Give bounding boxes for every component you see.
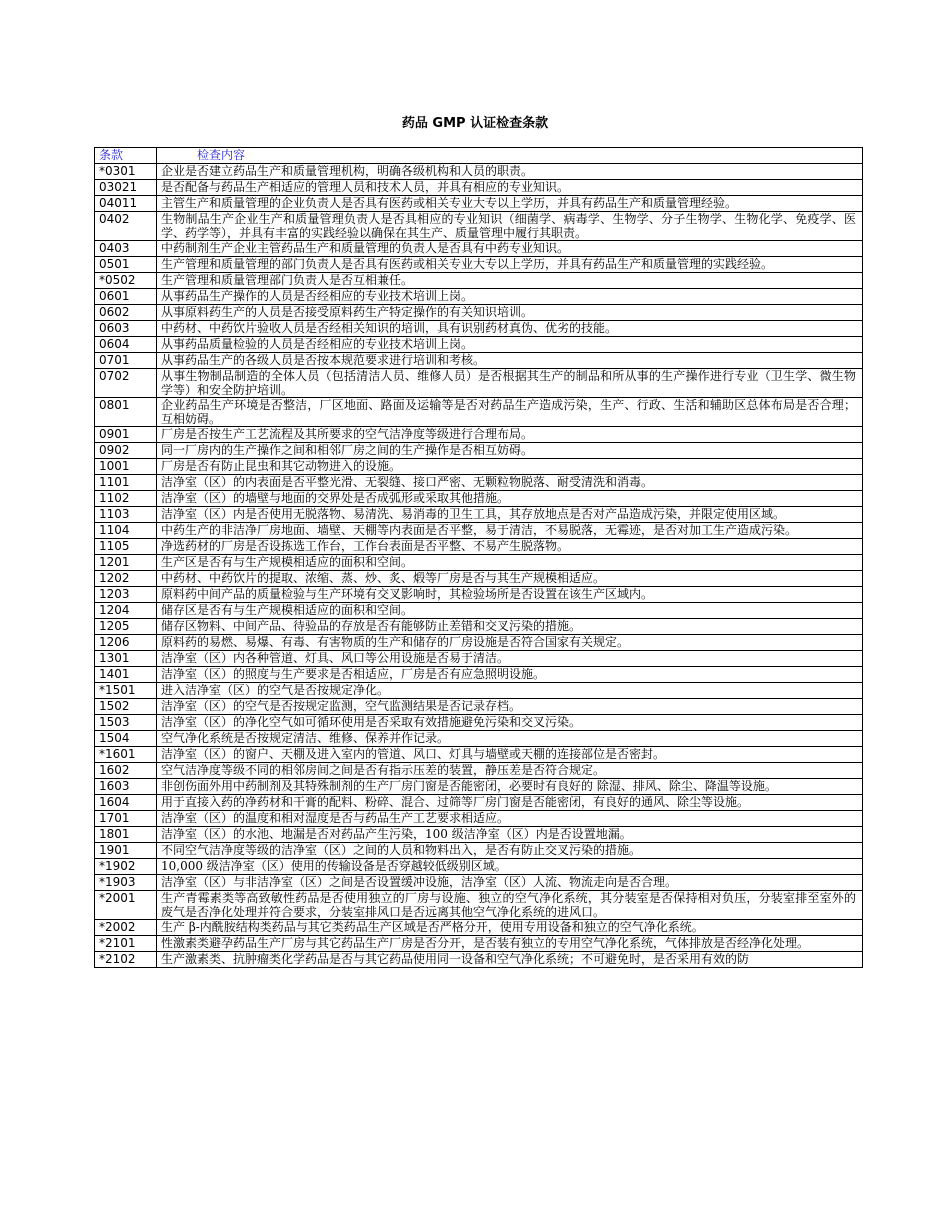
clause-text: 生产管理和质量管理的部门负责人是否具有医药或相关专业大专以上学历，并具有药品生产和质量管理的实践经验。	[157, 257, 863, 273]
table-row	[95, 587, 863, 603]
clause-text: 生产青霉素类等高致敏性药品是否使用独立的厂房与设施、独立的空气净化系统，其分装室是否保持相对负压，分装室排至室外的废气是否净化处理并符合要求，分装室排风口是否远离其他空气净化系统的进风口。	[157, 891, 863, 920]
table-row	[95, 747, 863, 763]
clause-text: 生产 β-内酰胺结构类药品与其它类药品生产区域是否严格分开，使用专用设备和独立的空气净化系统。	[157, 920, 863, 936]
clause-code: 1503	[95, 715, 157, 731]
table-row	[95, 555, 863, 571]
table-body	[95, 164, 863, 968]
clause-text: 洁净室（区）内是否使用无脱落物、易清洗、易消毒的卫生工具，其存放地点是否对产品造成污染，并限定使用区域。	[157, 507, 863, 523]
table-row	[95, 353, 863, 369]
table-row	[95, 475, 863, 491]
clause-code: *2001	[95, 891, 157, 920]
clause-text: 中药材、中药饮片的提取、浓缩、蒸、炒、炙、煅等厂房是否与其生产规模相适应。	[157, 571, 863, 587]
table-row	[95, 443, 863, 459]
table-row	[95, 491, 863, 507]
table-row	[95, 683, 863, 699]
clause-text: 净选药材的厂房是否设拣选工作台，工作台表面是否平整、不易产生脱落物。	[157, 539, 863, 555]
clause-code: 0403	[95, 241, 157, 257]
clause-code: 1204	[95, 603, 157, 619]
clause-code: 1401	[95, 667, 157, 683]
table-row	[95, 241, 863, 257]
clause-code: 1202	[95, 571, 157, 587]
clause-text: 原料药中间产品的质量检验与生产环境有交叉影响时，其检验场所是否设置在该生产区域内。	[157, 587, 863, 603]
clause-text: 洁净室（区）的温度和相对湿度是否与药品生产工艺要求相适应。	[157, 811, 863, 827]
clause-text: 从事药品质量检验的人员是否经相应的专业技术培训上岗。	[157, 337, 863, 353]
clause-text: 进入洁净室（区）的空气是否按规定净化。	[157, 683, 863, 699]
clause-text: 洁净室（区）的空气是否按规定监测，空气监测结果是否记录存档。	[157, 699, 863, 715]
table-row	[95, 843, 863, 859]
clause-code: 1701	[95, 811, 157, 827]
clause-code: 1102	[95, 491, 157, 507]
table-row	[95, 667, 863, 683]
clause-code: 1604	[95, 795, 157, 811]
clause-text: 洁净室（区）与非洁净室（区）之间是否设置缓冲设施，洁净室（区）人流、物流走向是否合理。	[157, 875, 863, 891]
clause-text: 洁净室（区）内各种管道、灯具、风口等公用设施是否易于清洁。	[157, 651, 863, 667]
table-row	[95, 920, 863, 936]
table-row	[95, 827, 863, 843]
clause-code: 1602	[95, 763, 157, 779]
table-row	[95, 651, 863, 667]
clause-code: *1902	[95, 859, 157, 875]
clause-code: 1206	[95, 635, 157, 651]
clause-text: 洁净室（区）的内表面是否平整光滑、无裂缝、接口严密、无颗粒物脱落、耐受清洗和消毒。	[157, 475, 863, 491]
table-row	[95, 763, 863, 779]
clause-text: 洁净室（区）的窗户、天棚及进入室内的管道、风口、灯具与墙壁或天棚的连接部位是否密封。	[157, 747, 863, 763]
clause-text: 生产激素类、抗肿瘤类化学药品是否与其它药品使用同一设备和空气净化系统；不可避免时，是否采用有效的防	[157, 952, 863, 968]
clause-code: 1101	[95, 475, 157, 491]
table-row	[95, 459, 863, 475]
table-row	[95, 321, 863, 337]
clause-code: *1903	[95, 875, 157, 891]
clause-text: 储存区物料、中间产品、待验品的存放是否有能够防止差错和交叉污染的措施。	[157, 619, 863, 635]
table-row	[95, 859, 863, 875]
table-row	[95, 289, 863, 305]
clause-text: 从事原料药生产的人员是否接受原料药生产特定操作的有关知识培训。	[157, 305, 863, 321]
clause-text: 中药材、中药饮片验收人员是否经相关知识的培训，具有识别药材真伪、优劣的技能。	[157, 321, 863, 337]
clause-text: 是否配备与药品生产相适应的管理人员和技术人员，并具有相应的专业知识。	[157, 180, 863, 196]
table-row	[95, 369, 863, 398]
clause-code: 1603	[95, 779, 157, 795]
table-row	[95, 398, 863, 427]
clause-text: 生产管理和质量管理部门负责人是否互相兼任。	[157, 273, 863, 289]
clause-text: 用于直接入药的净药材和干膏的配料、粉碎、混合、过筛等厂房门窗是否能密闭，有良好的通风、除尘等设施。	[157, 795, 863, 811]
table-header-row	[95, 148, 863, 164]
table-row	[95, 952, 863, 968]
inspection-table	[94, 147, 863, 968]
clause-code: 0701	[95, 353, 157, 369]
clause-text: 从事生物制品制造的全体人员（包括清洁人员、维修人员）是否根据其生产的制品和所从事的生产操作进行专业（卫生学、微生物学等）和安全防护培训。	[157, 369, 863, 398]
clause-code: 1301	[95, 651, 157, 667]
clause-text: 储存区是否有与生产规模相适应的面积和空间。	[157, 603, 863, 619]
table-row	[95, 619, 863, 635]
table-row	[95, 699, 863, 715]
clause-text: 10,000 级洁净室（区）使用的传输设备是否穿越较低级别区域。	[157, 859, 863, 875]
clause-text: 洁净室（区）的墙壁与地面的交界处是否成弧形或采取其他措施。	[157, 491, 863, 507]
header-code: 条款	[95, 148, 157, 164]
clause-text: 企业是否建立药品生产和质量管理机构，明确各级机构和人员的职责。	[157, 164, 863, 180]
clause-code: 1103	[95, 507, 157, 523]
clause-text: 中药生产的非洁净厂房地面、墙壁、天棚等内表面是否平整，易于清洁，不易脱落，无霉迹，是否对加工生产造成污染。	[157, 523, 863, 539]
table-row	[95, 635, 863, 651]
clause-code: 1201	[95, 555, 157, 571]
clause-text: 不同空气洁净度等级的洁净室（区）之间的人员和物料出入，是否有防止交叉污染的措施。	[157, 843, 863, 859]
clause-code: *0502	[95, 273, 157, 289]
table-row	[95, 273, 863, 289]
clause-text: 厂房是否按生产工艺流程及其所要求的空气洁净度等级进行合理布局。	[157, 427, 863, 443]
page-title: 药品 GMP 认证检查条款	[401, 116, 549, 131]
clause-code: 0501	[95, 257, 157, 273]
clause-text: 性激素类避孕药品生产厂房与其它药品生产厂房是否分开，是否装有独立的专用空气净化系统，气体排放是否经净化处理。	[157, 936, 863, 952]
clause-text: 厂房是否有防止昆虫和其它动物进入的设施。	[157, 459, 863, 475]
table-row	[95, 212, 863, 241]
clause-code: 0801	[95, 398, 157, 427]
table-row	[95, 779, 863, 795]
clause-text: 洁净室（区）的照度与生产要求是否相适应，厂房是否有应急照明设施。	[157, 667, 863, 683]
clause-text: 企业药品生产环境是否整洁，厂区地面、路面及运输等是否对药品生产造成污染，生产、行政、生活和辅助区总体布局是否合理；互相妨碍。	[157, 398, 863, 427]
clause-text: 原料药的易燃、易爆、有毒、有害物质的生产和储存的厂房设施是否符合国家有关规定。	[157, 635, 863, 651]
clause-text: 空气洁净度等级不同的相邻房间之间是否有指示压差的装置，静压差是否符合规定。	[157, 763, 863, 779]
table-row	[95, 875, 863, 891]
table-row	[95, 180, 863, 196]
table-row	[95, 196, 863, 212]
clause-text: 从事药品生产操作的人员是否经相应的专业技术培训上岗。	[157, 289, 863, 305]
clause-code: *2101	[95, 936, 157, 952]
clause-code: 0601	[95, 289, 157, 305]
clause-text: 生产区是否有与生产规模相适应的面积和空间。	[157, 555, 863, 571]
clause-code: 03021	[95, 180, 157, 196]
clause-code: 1502	[95, 699, 157, 715]
table-row	[95, 571, 863, 587]
clause-code: *1601	[95, 747, 157, 763]
clause-code: 04011	[95, 196, 157, 212]
clause-code: 1504	[95, 731, 157, 747]
clause-code: 1104	[95, 523, 157, 539]
clause-code: 0902	[95, 443, 157, 459]
clause-code: 0602	[95, 305, 157, 321]
table-row	[95, 257, 863, 273]
clause-code: 0702	[95, 369, 157, 398]
table-row	[95, 715, 863, 731]
table-row	[95, 795, 863, 811]
clause-text: 生物制品生产企业生产和质量管理负责人是否具相应的专业知识（细菌学、病毒学、生物学、分子生物学、生物化学、免疫学、医学、药学等），并具有丰富的实践经验以确保在其生产、质量管理中履行其职责。	[157, 212, 863, 241]
clause-code: 1901	[95, 843, 157, 859]
clause-text: 主管生产和质量管理的企业负责人是否具有医药或相关专业大专以上学历，并具有药品生产和质量管理经验。	[157, 196, 863, 212]
table-row	[95, 891, 863, 920]
table-row	[95, 507, 863, 523]
clause-code: 1001	[95, 459, 157, 475]
clause-code: 1801	[95, 827, 157, 843]
clause-code: 0603	[95, 321, 157, 337]
clause-code: 0604	[95, 337, 157, 353]
clause-code: *2002	[95, 920, 157, 936]
table-row	[95, 305, 863, 321]
table-row	[95, 164, 863, 180]
table-row	[95, 811, 863, 827]
clause-code: 1205	[95, 619, 157, 635]
table-row	[95, 523, 863, 539]
clause-code: 0402	[95, 212, 157, 241]
clause-code: 0901	[95, 427, 157, 443]
clause-text: 中药制剂生产企业主管药品生产和质量管理的负责人是否具有中药专业知识。	[157, 241, 863, 257]
table-row	[95, 539, 863, 555]
table-row	[95, 337, 863, 353]
header-content: 检查内容	[157, 148, 863, 164]
table-row	[95, 731, 863, 747]
clause-code: 1105	[95, 539, 157, 555]
clause-text: 非创伤面外用中药制剂及其特殊制剂的生产厂房门窗是否能密闭，必要时有良好的 除湿、排风、除尘、降温等设施。	[157, 779, 863, 795]
clause-text: 空气净化系统是否按规定清洁、维修、保养并作记录。	[157, 731, 863, 747]
table-row	[95, 936, 863, 952]
clause-code: *2102	[95, 952, 157, 968]
clause-code: *1501	[95, 683, 157, 699]
clause-text: 洁净室（区）的净化空气如可循环使用是否采取有效措施避免污染和交叉污染。	[157, 715, 863, 731]
clause-code: *0301	[95, 164, 157, 180]
table-row	[95, 427, 863, 443]
clause-code: 1203	[95, 587, 157, 603]
clause-text: 洁净室（区）的水池、地漏是否对药品产生污染，100 级洁净室（区）内是否设置地漏。	[157, 827, 863, 843]
clause-text: 同一厂房内的生产操作之间和相邻厂房之间的生产操作是否相互妨碍。	[157, 443, 863, 459]
clause-text: 从事药品生产的各级人员是否按本规范要求进行培训和考核。	[157, 353, 863, 369]
table-row	[95, 603, 863, 619]
